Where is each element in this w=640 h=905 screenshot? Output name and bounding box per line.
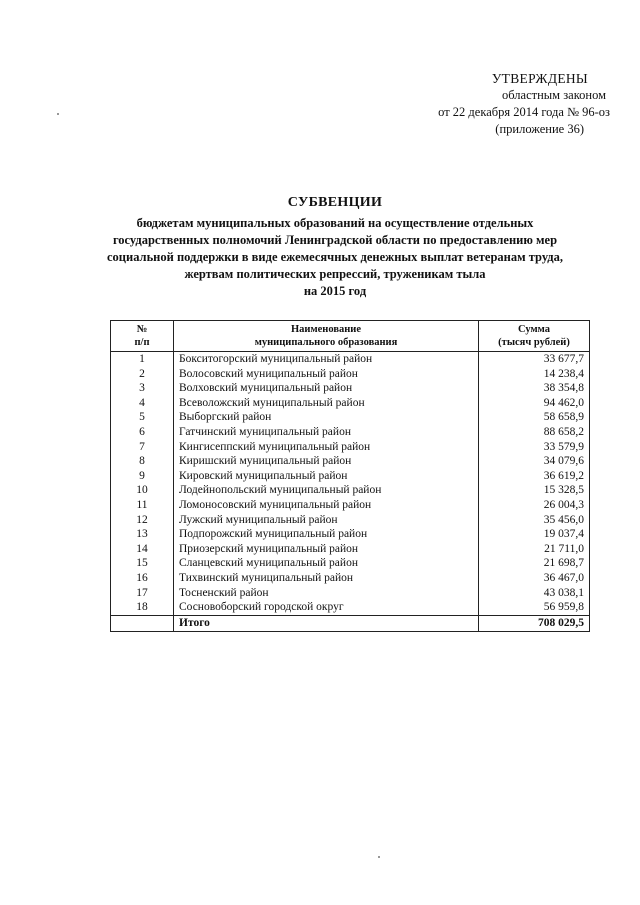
table-row — [111, 586, 590, 601]
row-name: Лужский муниципальный район — [174, 513, 479, 528]
approval-block — [400, 70, 610, 138]
row-sum: 21 698,7 — [479, 556, 590, 571]
table-row — [111, 527, 590, 542]
row-number: 4 — [111, 396, 174, 411]
header-number-line1: № — [136, 324, 148, 335]
row-sum: 34 079,6 — [479, 454, 590, 469]
total-number-cell — [111, 615, 174, 631]
table-row — [111, 454, 590, 469]
header-name — [174, 321, 479, 352]
heading-line-5: на 2015 год — [303, 284, 367, 298]
row-sum: 56 959,8 — [479, 600, 590, 615]
row-number: 15 — [111, 556, 174, 571]
heading-line-4: жертвам политических репрессий, труженикам тыла — [184, 267, 486, 281]
table-row — [111, 498, 590, 513]
row-sum: 26 004,3 — [479, 498, 590, 513]
row-number: 12 — [111, 513, 174, 528]
row-name: Кировский муниципальный район — [174, 469, 479, 484]
approval-law: областным законом — [501, 88, 606, 102]
table-row — [111, 440, 590, 455]
document-heading — [70, 195, 600, 300]
row-name: Выборгский район — [174, 410, 479, 425]
row-number: 18 — [111, 600, 174, 615]
row-number: 2 — [111, 367, 174, 382]
header-name-line1: Наименование — [291, 324, 361, 335]
row-sum: 35 456,0 — [479, 513, 590, 528]
row-name: Приозерский муниципальный район — [174, 542, 479, 557]
row-name: Подпорожский муниципальный район — [174, 527, 479, 542]
table-row — [111, 410, 590, 425]
heading-line-1: бюджетам муниципальных образований на осуществление отдельных — [136, 216, 534, 230]
row-number: 3 — [111, 381, 174, 396]
header-number-line2: п/п — [134, 337, 150, 348]
row-number: 11 — [111, 498, 174, 513]
heading-line-2: государственных полномочий Ленинградской области по предоставлению мер — [112, 233, 558, 247]
row-name: Тихвинский муниципальный район — [174, 571, 479, 586]
document-title: СУБВЕНЦИИ — [287, 195, 383, 210]
row-name: Гатчинский муниципальный район — [174, 425, 479, 440]
row-sum: 36 467,0 — [479, 571, 590, 586]
row-name: Сланцевский муниципальный район — [174, 556, 479, 571]
row-name: Бокситогорский муниципальный район — [174, 352, 479, 367]
row-name: Сосновоборский городской округ — [174, 600, 479, 615]
header-sum — [479, 321, 590, 352]
row-sum: 21 711,0 — [479, 542, 590, 557]
row-sum: 88 658,2 — [479, 425, 590, 440]
row-sum: 33 579,9 — [479, 440, 590, 455]
row-number: 1 — [111, 352, 174, 367]
heading-line-3: социальной поддержки в виде ежемесячных денежных выплат ветеранам труда, — [107, 250, 563, 264]
row-sum: 15 328,5 — [479, 483, 590, 498]
table-row — [111, 367, 590, 382]
subsidies-table — [110, 320, 590, 632]
row-number: 13 — [111, 527, 174, 542]
row-sum: 38 354,8 — [479, 381, 590, 396]
row-number: 16 — [111, 571, 174, 586]
total-row — [111, 615, 590, 631]
total-label: Итого — [174, 615, 479, 631]
row-number: 8 — [111, 454, 174, 469]
header-name-line2: муниципального образования — [254, 337, 398, 348]
table-row — [111, 469, 590, 484]
row-number: 10 — [111, 483, 174, 498]
table-row — [111, 571, 590, 586]
table-row — [111, 352, 590, 367]
row-sum: 14 238,4 — [479, 367, 590, 382]
row-number: 5 — [111, 410, 174, 425]
row-sum: 19 037,4 — [479, 527, 590, 542]
row-sum: 36 619,2 — [479, 469, 590, 484]
table-row — [111, 483, 590, 498]
row-name: Кингисеппский муниципальный район — [174, 440, 479, 455]
table-row — [111, 556, 590, 571]
table-body — [111, 352, 590, 616]
table-row — [111, 542, 590, 557]
row-name: Киришский муниципальный район — [174, 454, 479, 469]
row-number: 17 — [111, 586, 174, 601]
row-name: Всеволожский муниципальный район — [174, 396, 479, 411]
header-sum-line2: (тысяч рублей) — [498, 337, 570, 348]
table-row — [111, 600, 590, 615]
row-name: Тосненский район — [174, 586, 479, 601]
row-name: Лодейнопольский муниципальный район — [174, 483, 479, 498]
approval-title: УТВЕРЖДЕНЫ — [491, 71, 588, 86]
row-name: Волховский муниципальный район — [174, 381, 479, 396]
row-sum: 33 677,7 — [479, 352, 590, 367]
row-name: Ломоносовский муниципальный район — [174, 498, 479, 513]
total-sum: 708 029,5 — [479, 615, 590, 631]
table-row — [111, 425, 590, 440]
row-name: Волосовский муниципальный район — [174, 367, 479, 382]
approval-appendix: (приложение 36) — [495, 122, 584, 136]
header-number — [111, 321, 174, 352]
approval-date: от 22 декабря 2014 года № 96-оз — [438, 105, 610, 119]
row-sum: 94 462,0 — [479, 396, 590, 411]
row-number: 6 — [111, 425, 174, 440]
row-sum: 43 038,1 — [479, 586, 590, 601]
table-row — [111, 381, 590, 396]
table-header-row — [111, 321, 590, 352]
table-row — [111, 513, 590, 528]
scan-speck — [57, 113, 59, 115]
header-sum-line1: Сумма — [518, 324, 550, 335]
row-number: 9 — [111, 469, 174, 484]
scan-speck — [378, 856, 380, 858]
table-row — [111, 396, 590, 411]
row-number: 14 — [111, 542, 174, 557]
row-number: 7 — [111, 440, 174, 455]
row-sum: 58 658,9 — [479, 410, 590, 425]
